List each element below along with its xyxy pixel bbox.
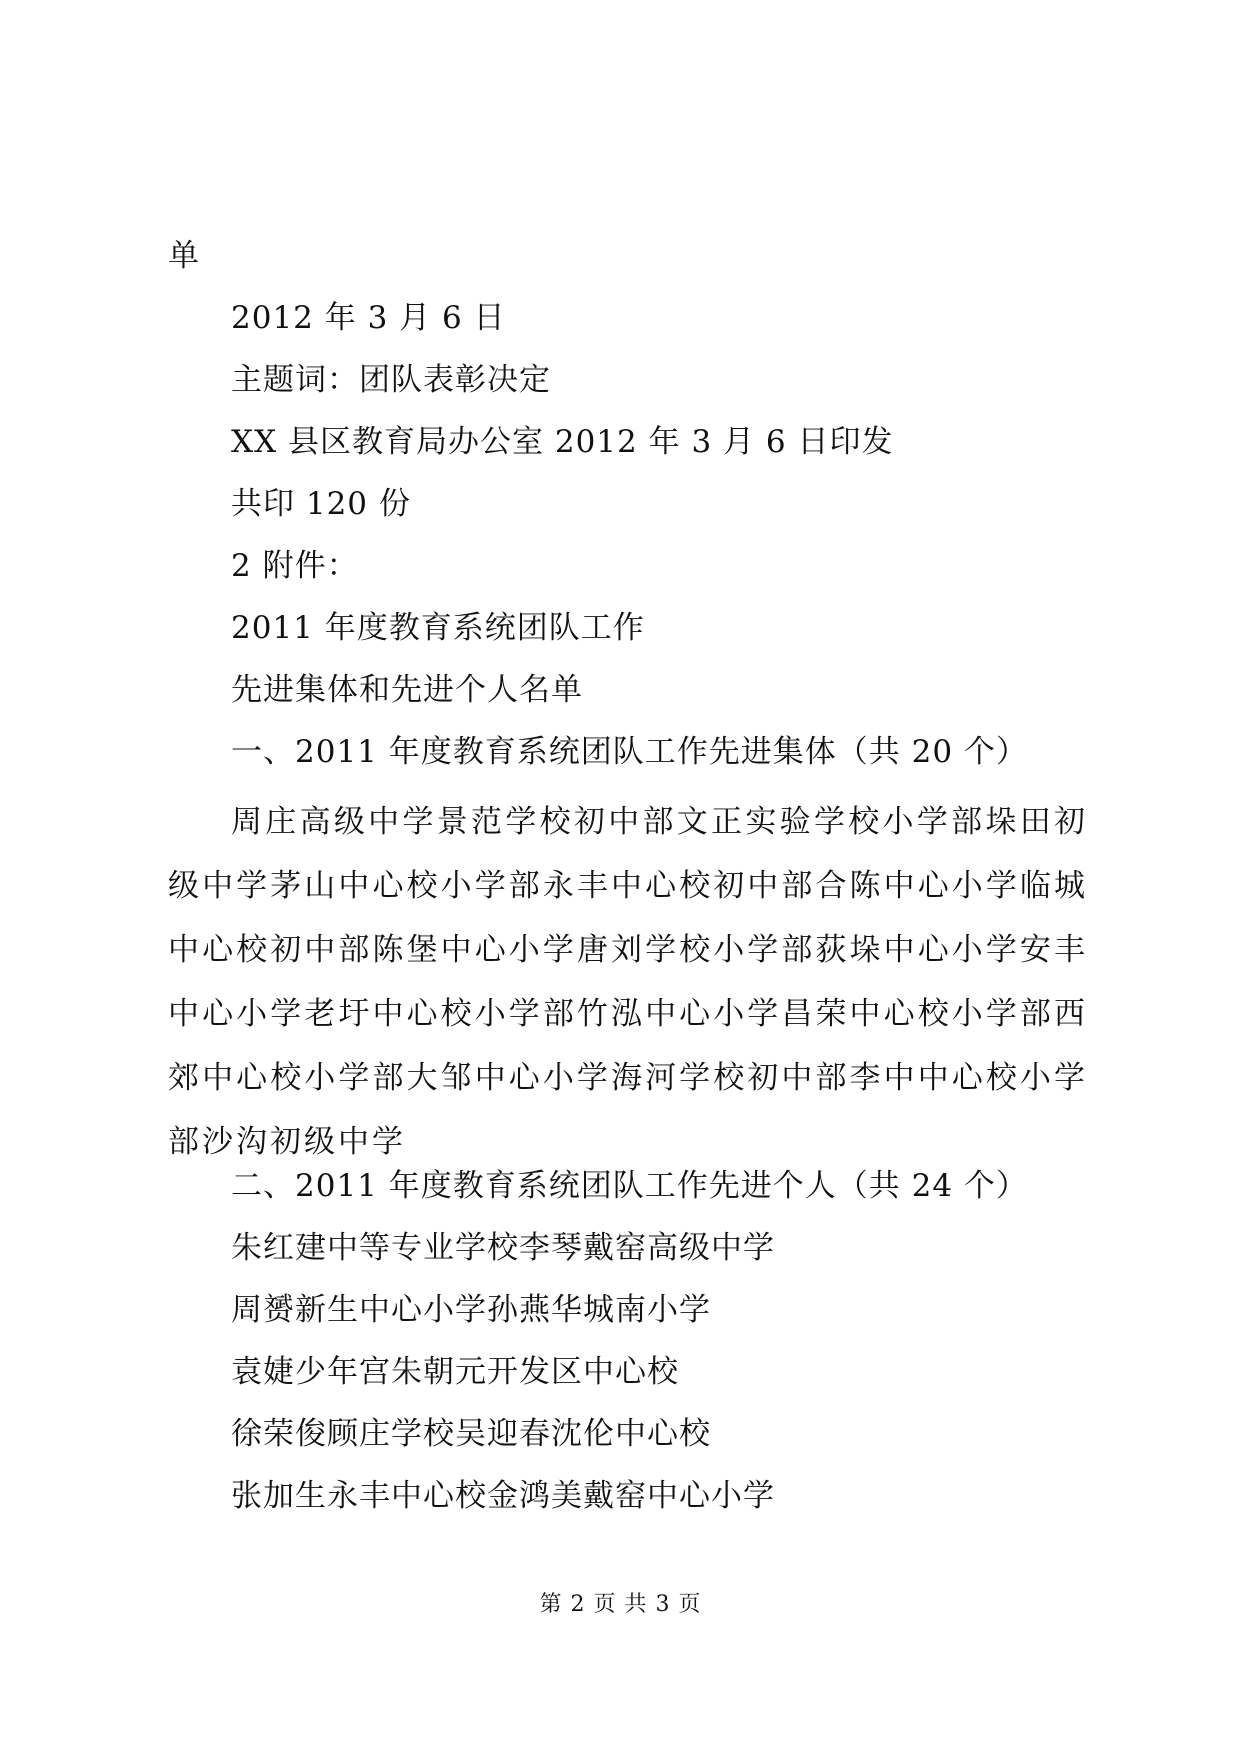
collective-heading: 一、2011 年度教育系统团队工作先进集体（共 20 个） [231,734,1028,770]
attachment-title-line-1: 2011 年度教育系统团队工作 [231,610,645,646]
individual-list-item: 徐荣俊顾庄学校吴迎春沈伦中心校 [231,1416,711,1452]
continued-text-line: 单 [168,238,200,274]
attachment-label: 2 附件： [231,548,359,584]
individual-heading: 二、2011 年度教育系统团队工作先进个人（共 24 个） [231,1168,1028,1204]
individual-list-item: 周赟新生中心小学孙燕华城南小学 [231,1292,711,1328]
page-number-footer: 第 2 页 共 3 页 [539,1592,702,1617]
document-date: 2012 年 3 月 6 日 [231,300,506,336]
individual-list-item: 朱红建中等专业学校李琴戴窑高级中学 [231,1230,775,1266]
individual-list-item: 袁婕少年宫朱朝元开发区中心校 [231,1354,679,1390]
print-count: 共印 120 份 [231,486,411,522]
individual-list-item: 张加生永丰中心校金鸿美戴窑中心小学 [231,1478,775,1514]
collective-list-paragraph: 周庄高级中学景范学校初中部文正实验学校小学部垛田初级中学茅山中心校小学部永丰中心校初中部合陈中心小学临城中心校初中部陈堡中心小学唐刘学校小学部荻垛中心小学安丰中心小学老圩中心校小学部竹泓中心小学昌荣中心校小学部西郊中心校小学部大邹中心小学海河学校初中部李中中心校小学部沙沟初级中学 [168,804,1088,1160]
issuing-office-line: XX 县区教育局办公室 2012 年 3 月 6 日印发 [231,424,894,460]
attachment-title-line-2: 先进集体和先进个人名单 [231,672,583,708]
subject-keywords: 主题词：团队表彰决定 [231,362,551,398]
